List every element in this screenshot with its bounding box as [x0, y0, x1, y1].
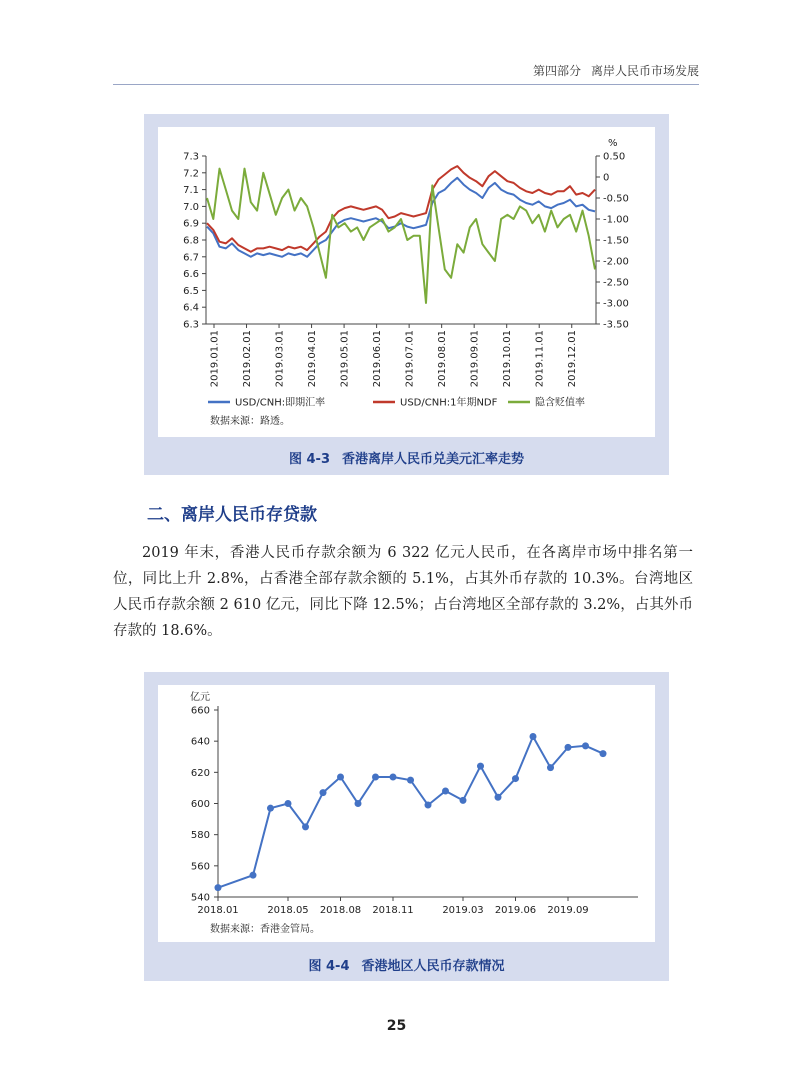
- figure-4-3-number: 图 4-3: [288, 452, 330, 467]
- x-tick-label: 2019.05.01: [339, 330, 351, 388]
- x-tick-label: 2019.02.01: [242, 330, 254, 388]
- left-tick-label: 7.3: [183, 151, 199, 163]
- x-tick-label: 2019.10.01: [502, 330, 514, 388]
- data-point: [285, 800, 292, 807]
- y-tick-label: 560: [190, 861, 210, 873]
- legend-label-vol: 隐含贬值率: [535, 397, 585, 409]
- x-tick-label: 2019.04.01: [307, 330, 319, 388]
- left-tick-label: 6.6: [183, 269, 199, 281]
- right-tick-label: -3.00: [603, 298, 629, 310]
- right-tick-label: 0.50: [603, 151, 626, 163]
- data-point: [477, 763, 484, 770]
- data-point: [565, 744, 572, 751]
- y-tick-label: 600: [190, 799, 210, 810]
- x-tick-label: 2018.08: [319, 905, 362, 916]
- x-tick-label: 2018.11: [372, 905, 414, 916]
- right-tick-label: -3.50: [603, 319, 629, 331]
- legend-label-spot: USD/CNH:即期汇率: [235, 397, 326, 409]
- data-point: [547, 764, 554, 771]
- header-chapter: 离岸人民币市场发展: [590, 64, 699, 78]
- y-tick-label: 660: [190, 705, 210, 717]
- header-rule: [113, 84, 699, 85]
- figure-4-4-source: 数据来源：香港金管局。: [210, 924, 320, 935]
- y-tick-label: 540: [190, 892, 210, 904]
- deposit-line: [218, 737, 603, 888]
- left-tick-label: 7.0: [183, 201, 199, 213]
- x-tick-label: 2019.06: [494, 905, 537, 916]
- right-tick-label: 0: [603, 172, 610, 184]
- x-tick-label: 2019.06.01: [372, 330, 384, 388]
- data-point: [495, 794, 502, 801]
- figure-4-4-number: 图 4-4: [308, 959, 350, 974]
- data-point: [267, 805, 274, 812]
- figure-4-3-caption: [144, 448, 669, 467]
- page-number: 25: [386, 1018, 407, 1034]
- series-line-vol: [207, 169, 595, 303]
- left-tick-label: 6.4: [183, 302, 199, 314]
- x-tick-label: 2019.07.01: [404, 330, 416, 388]
- legend-label-ndf: USD/CNH:1年期NDF: [400, 397, 498, 409]
- body-paragraph: 2019 年末，香港人民币存款余额为 6 322 亿元人民币，在各离岸市场中排名第一位，同比上升 2.8%，占香港全部存款余额的 5.1%，占其外币存款的 10.3%。台湾地区人民币存款余额 2 610 亿元，同比下降 12.5%；占台湾地区全部存款的 3.2%，占其外币存款的 18.6%。: [113, 545, 693, 639]
- data-point: [407, 777, 414, 784]
- y-axis-unit: 亿元: [190, 692, 210, 703]
- figure-4-3-plot-area: [158, 127, 655, 437]
- data-point: [250, 872, 257, 879]
- x-tick-label: 2018.05: [267, 905, 309, 916]
- left-tick-label: 6.7: [183, 252, 199, 264]
- figure-4-4-panel: [144, 672, 669, 981]
- figure-4-3-title: 香港离岸人民币兑美元汇率走势: [342, 452, 525, 467]
- left-tick-label: 6.5: [183, 285, 199, 297]
- right-tick-label: -1.50: [603, 235, 629, 247]
- figure-4-3-panel: [144, 114, 669, 475]
- data-point: [372, 774, 379, 781]
- right-axis-unit: %: [608, 138, 618, 149]
- x-tick-label: 2019.11.01: [534, 330, 546, 388]
- right-tick-label: -2.00: [603, 256, 629, 268]
- data-point: [425, 802, 432, 809]
- right-tick-label: -2.50: [603, 277, 629, 289]
- data-point: [442, 788, 449, 795]
- x-tick-label: 2019.03.01: [274, 330, 286, 388]
- left-tick-label: 6.3: [183, 319, 199, 331]
- left-tick-label: 7.1: [183, 185, 199, 197]
- data-point: [390, 774, 397, 781]
- x-tick-label: 2019.01.01: [209, 330, 221, 388]
- figure-4-4-plot-area: [158, 685, 655, 942]
- left-tick-label: 6.9: [183, 218, 199, 230]
- data-point: [512, 775, 519, 782]
- exchange-rate-chart: [158, 127, 655, 437]
- deposit-chart: [158, 685, 655, 942]
- data-point: [302, 823, 309, 830]
- left-tick-label: 6.8: [183, 235, 199, 247]
- right-tick-label: -0.50: [603, 193, 629, 205]
- figure-4-4-title: 香港地区人民币存款情况: [361, 959, 505, 974]
- data-point: [530, 733, 537, 740]
- section-title: 二、离岸人民币存贷款: [147, 505, 317, 525]
- left-tick-label: 7.2: [183, 168, 199, 180]
- data-point: [600, 750, 607, 757]
- figure-4-4-caption: [144, 955, 669, 974]
- data-point: [320, 789, 327, 796]
- y-tick-label: 580: [190, 830, 210, 842]
- y-tick-label: 620: [190, 767, 210, 779]
- data-point: [215, 884, 222, 891]
- figure-4-3-source: 数据来源：路透。: [210, 416, 290, 427]
- data-point: [460, 797, 467, 804]
- x-tick-label: 2018.01: [197, 905, 239, 916]
- x-tick-label: 2019.08.01: [437, 330, 449, 388]
- x-tick-label: 2019.12.01: [567, 330, 579, 388]
- y-tick-label: 640: [190, 736, 210, 748]
- data-point: [582, 742, 589, 749]
- x-tick-label: 2019.09.01: [469, 330, 481, 388]
- x-tick-label: 2019.09: [547, 905, 589, 916]
- data-point: [355, 800, 362, 807]
- running-header: [533, 62, 699, 79]
- header-part: 第四部分: [532, 64, 581, 78]
- x-tick-label: 2019.03: [442, 905, 484, 916]
- data-point: [337, 774, 344, 781]
- right-tick-label: -1.00: [603, 214, 629, 226]
